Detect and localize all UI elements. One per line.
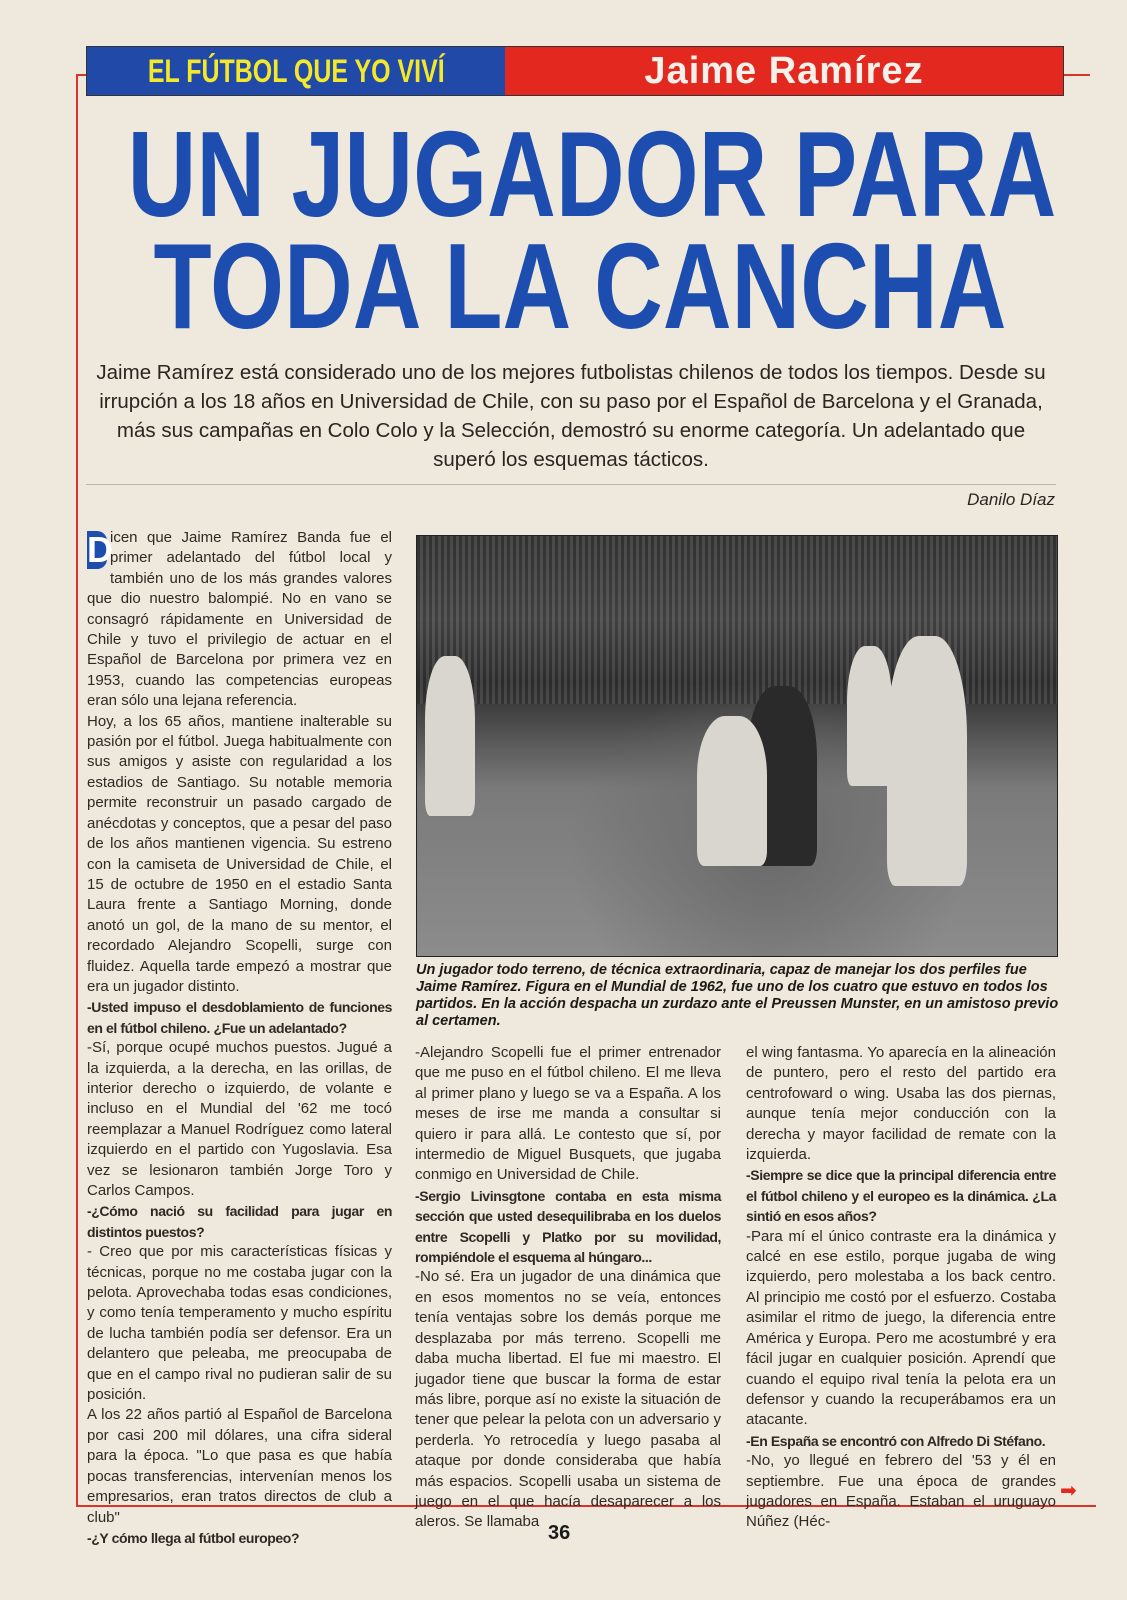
match-photo <box>416 535 1058 957</box>
article-column-1 <box>87 528 392 1548</box>
frame-rule-top-right <box>1060 74 1090 76</box>
photo-player <box>847 646 892 786</box>
interview-question: -Usted impuso el desdoblamiento de funciones en el fútbol chileno. ¿Fue un adelantado? <box>87 999 392 1036</box>
photo-caption: Un jugador todo terreno, de técnica extraordinaria, capaz de manejar los dos perfiles fue Jaime Ramírez. Figura en el Mundial de 1962, fue uno de los cuatro que estuvo en todos los partidos. En la acción despacha un zurdazo ante el Preussen Munster, en un amistoso previo al certamen. <box>416 962 1059 1029</box>
intro-paragraph: Jaime Ramírez está considerado uno de los mejores futbolistas chilenos de todos los tiempos. Desde su irrupción a los 18 años en Universidad de Chile, con su paso por el Español de Barcelona y el Granada, más sus campañas en Colo Colo y la Selección, demostró su enorme categoría. Un adelantado que superó los esquemas tácticos. <box>96 361 1046 471</box>
interview-answer: -Para mí el único contraste era la dinámica y calcé en ese estilo, porque jugaba de wing izquierdo, pero molestaba a los back centro. Al principio me costó por el esfuerzo. Costaba asimilar el ritmo de juego, la diferencia entre América y Europa. Pero me acostumbré y era fácil jugar en cualquier posición. Aprendí que cuando el equipo rival tenía la pelota era un defensor y cuando la recuperábamos era un atacante. <box>746 1227 1056 1429</box>
continue-arrow-icon: ➡ <box>1060 1480 1077 1502</box>
interview-answer: -No sé. Era un jugador de una dinámica que en esos momentos no se veía, entonces tenía ventajas sobre los demás porque me desplazaba por más terreno. Scopelli me daba mucha libertad. El fue mi maestro. El jugador tiene que buscar la forma de estar más libre, porque así no existe la situación de tener que pelear la pelota con un adversario y perderla. Yo retrocedía y luego pasaba al ataque por donde consideraba que había más espacios. Scopelli usaba un sistema de juego en el que hacía desaparecer a los aleros. Se llamaba <box>415 1268 721 1531</box>
section-title: EL FÚTBOL QUE YO VIVÍ <box>147 52 445 89</box>
photo-player <box>887 636 967 886</box>
interview-answer: -Alejandro Scopelli fue el primer entrenador que me puso en el fútbol chileno. El me lleva al primer plano y luego se va a España. A los meses de irse me manda a consultar si quiero ir para allá. Le contesto que sí, por intermedio de Miguel Busquets, que jugaba conmigo en Universidad de Chile. <box>415 1044 721 1184</box>
photo-player <box>425 656 475 816</box>
section-label <box>87 47 505 95</box>
interview-answer: - Creo que por mis características físicas y técnicas, porque no me costaba jugar con la pelota. Aprovechaba todas esas condiciones, y como tenía temperamento y mucho espíritu de lucha también podía ser defensor. Era un delantero que peleaba, me preocupaba de que en el campo rival no pudieran salir de su posición. <box>87 1243 392 1404</box>
interview-question: -¿Y cómo llega al fútbol europeo? <box>87 1529 300 1546</box>
article-column-2 <box>415 1043 721 1533</box>
subject-name: Jaime Ramírez <box>505 47 1063 95</box>
interview-question: -Siempre se dice que la principal diferencia entre el fútbol chileno y el europeo es la dinámica. ¿La sintió en esos años? <box>746 1167 1056 1225</box>
photo-player <box>697 716 767 866</box>
headline-line-1: UN JUGADOR PARA <box>127 106 1057 242</box>
interview-question: -Sergio Livinsgtone contaba en esta misma sección que usted desequilibraba en los duelos entre Scopelli y Platko por su movilidad, rompiéndole el esquema al húngaro... <box>415 1187 721 1266</box>
article-column-3 <box>746 1043 1056 1533</box>
paragraph-text: icen que Jaime Ramírez Banda fue el primer adelantado del fútbol local y también uno de los más grandes valores que dio nuestro balompié. No en vano se consagró rápidamente en Universidad de Chile y tuvo el privilegio de actuar en el Español de Barcelona por primera vez en 1953, cuando las competencias europeas eran sólo una lejana referencia. <box>87 529 392 710</box>
page-number: 36 <box>548 1522 571 1544</box>
interview-question: -¿Cómo nació su facilidad para jugar en distintos puestos? <box>87 1203 392 1240</box>
drop-cap: D <box>87 529 113 570</box>
paragraph: Hoy, a los 65 años, mantiene inalterable su pasión por el fútbol. Juega habitualmente con sus amigos y asiste con regularidad a los estadios de Santiago. Su notable memoria permite reconstruir un pasado cargado de anécdotas y conceptos, que a pesar del paso de los años mantienen vigencia. Su estreno con la camiseta de Universidad de Chile, el 15 de octubre de 1950 en el estadio Santa Laura frente a Santiago Morning, donde anotó un gol, de la mano de su mentor, el recordado Alejandro Scopelli, surge con fluidez. Aquella tarde empezó a mostrar que era un jugador distinto. <box>87 712 392 995</box>
interview-answer: -Sí, porque ocupé muchos puestos. Jugué a la izquierda, a la derecha, en las orillas, de interior derecho o izquierdo, de volante e incluso en el Mundial del '62 me tocó reemplazar a Manuel Rodríguez como lateral izquierdo en el partido con Yugoslavia. Esa vez se lesionaron también Jorge Toro y Carlos Campos. <box>87 1039 392 1199</box>
headline-line-2: TODA LA CANCHA <box>153 218 1007 354</box>
interview-answer: el wing fantasma. Yo aparecía en la alineación de puntero, pero el resto del partido era centrofoward o wing. Usaba las dos piernas, aunque tenía mejor conducción con la derecha y mayor facilidad de remate con la izquierda. <box>746 1044 1056 1164</box>
paragraph <box>87 528 392 712</box>
interview-answer: -No, yo llegué en febrero del '53 y él en septiembre. Fue una época de grandes jugadores en España. Estaban el uruguayo Núñez (Héc- <box>746 1452 1056 1531</box>
headline <box>0 106 1127 354</box>
section-banner <box>86 46 1064 96</box>
author-byline: Danilo Díaz <box>967 490 1055 509</box>
divider <box>86 484 1056 485</box>
paragraph: A los 22 años partió al Español de Barcelona por casi 200 mil dólares, una cifra sideral para la época. "Lo que pasa es que había pocas transferencias, intervenían menos los empresarios, eran tratos directos de club a club" <box>87 1406 392 1526</box>
interview-question: -En España se encontró con Alfredo Di Stéfano. <box>746 1432 1046 1449</box>
